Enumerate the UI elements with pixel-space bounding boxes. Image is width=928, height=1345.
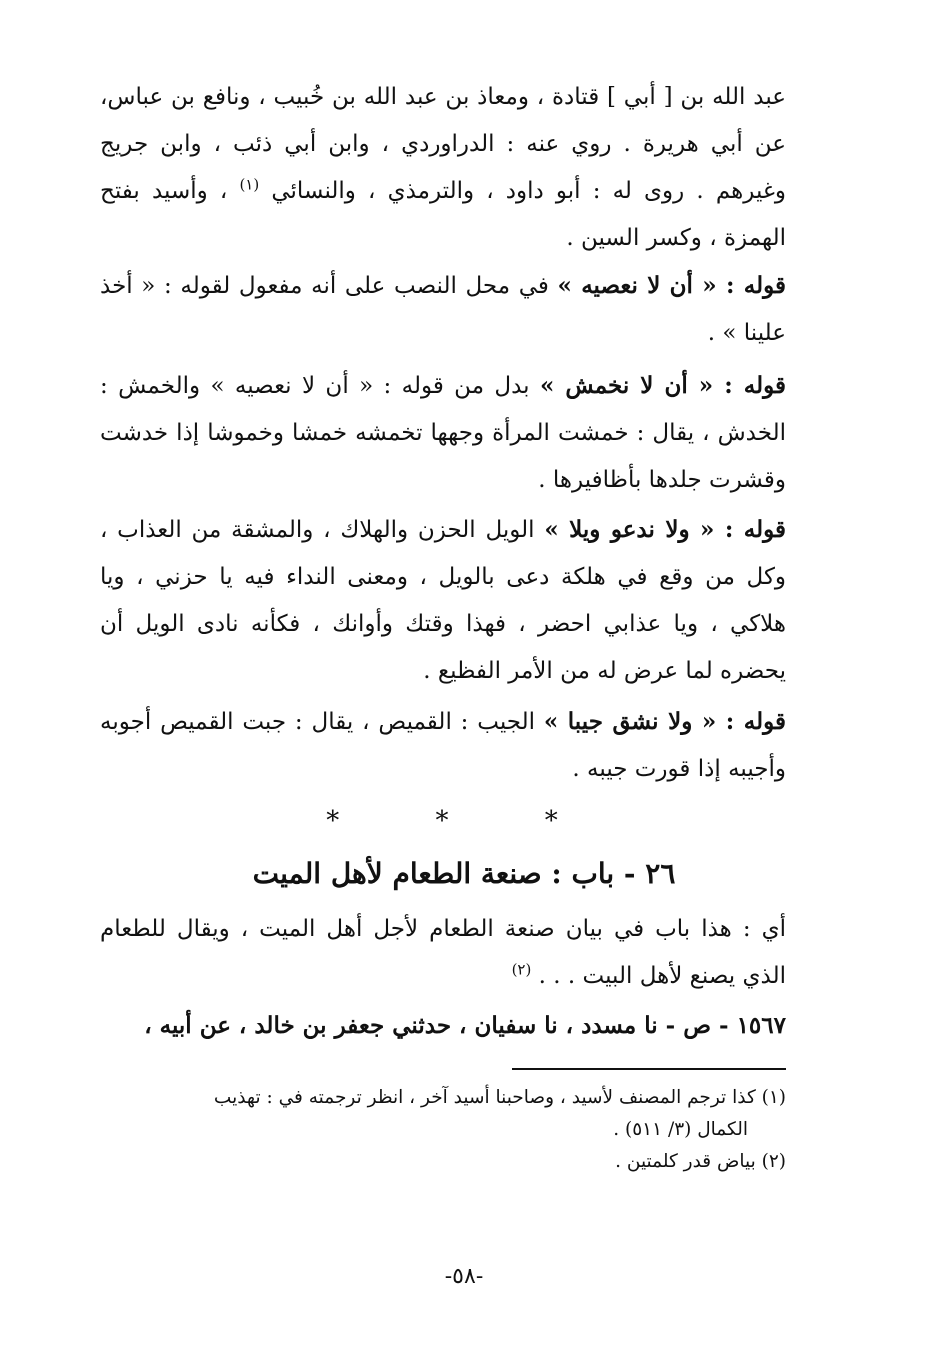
footnotes: [100, 1082, 786, 1178]
quote-lead: قوله : « ولا ندعو ويلا »: [544, 516, 786, 543]
footnote-1: (١) كذا ترجم المصنف لأسيد ، وصاحبنا أسيد آخر ، انظر ترجمته في : تهذيب: [213, 1087, 786, 1108]
paragraph-text: عبد الله بن [ أبي ] قتادة ، ومعاذ بن عبد الله بن خُبيب ، ونافع بن عباس، عن أبي هريرة . روي عنه : الدراوردي ، وابن أبي ذئب ، وابن جريج وغيرهم . روى له : أبو داود ، والترمذي ، والنسائي: [100, 84, 787, 204]
quote-lead: قوله : « ولا نشق جيبا »: [543, 708, 787, 735]
quote-lead: قوله : « أن لا نعصيه »: [557, 272, 786, 299]
page-number: -٥٨-: [444, 1264, 484, 1289]
chapter-heading: ٢٦ - باب : صنعة الطعام لأهل الميت: [252, 857, 676, 890]
paragraph-text: أي : هذا باب في بيان صنعة الطعام لأجل أهل الميت ، ويقال للطعام الذي يصنع لأهل البيت . . .: [100, 916, 786, 989]
quote-commentary: في محل النصب على أنه مفعول لقوله : « أخذ علينا » .: [100, 273, 786, 346]
paragraph-text-end: ، وأسيد بفتح الهمزة ، وكسر السين .: [100, 178, 786, 251]
footnote-separator: [512, 1068, 786, 1070]
footnote-ref-1[interactable]: (١): [239, 175, 260, 194]
paragraph-la-nadu-waylan: [100, 506, 786, 695]
quote-lead: قوله : « أن لا نخمش »: [539, 372, 787, 399]
section-divider-stars: * * *: [326, 806, 602, 836]
footnote-ref-2[interactable]: (٢): [511, 960, 532, 979]
footnote-2: (٢) بياض قدر كلمتين .: [615, 1151, 786, 1172]
paragraph-an-la-naasih: [100, 262, 786, 357]
paragraph-narrators: [100, 74, 786, 262]
footnote-1-continuation: الكمال (٣/ ٥١١) .: [613, 1119, 748, 1140]
paragraph-chapter-explanation: [100, 906, 786, 1000]
quote-commentary: الجيب : القميص ، يقال : جبت القميص أجوبه وأجيبه إذا قورت جيبه .: [100, 709, 786, 782]
quote-commentary: بدل من قوله : « أن لا نعصيه » والخمش : الخدش ، يقال : خمشت المرأة وجهها تخمشه خمشا وخموشا إذا خدشت وقشرت جلدها بأظافيرها .: [100, 373, 786, 493]
paragraph-la-nashuqq-jayban: [100, 698, 786, 793]
hadith-isnad: ١٥٦٧ - ص - نا مسدد ، نا سفيان ، حدثني جعفر بن خالد ، عن أبيه ،: [144, 1012, 786, 1039]
quote-commentary: الويل الحزن والهلاك ، والمشقة من العذاب ، وكل من وقع في هلكة دعى بالويل ، ومعنى النداء فيه يا حزني ، ويا هلاكي ، ويا عذابي احضر ، فهذا وقتك وأوانك ، فكأنه نادى الويل أن يحضره لما عرض له من الأمر الفظيع .: [100, 517, 786, 684]
paragraph-an-la-nakhmish: [100, 362, 786, 504]
